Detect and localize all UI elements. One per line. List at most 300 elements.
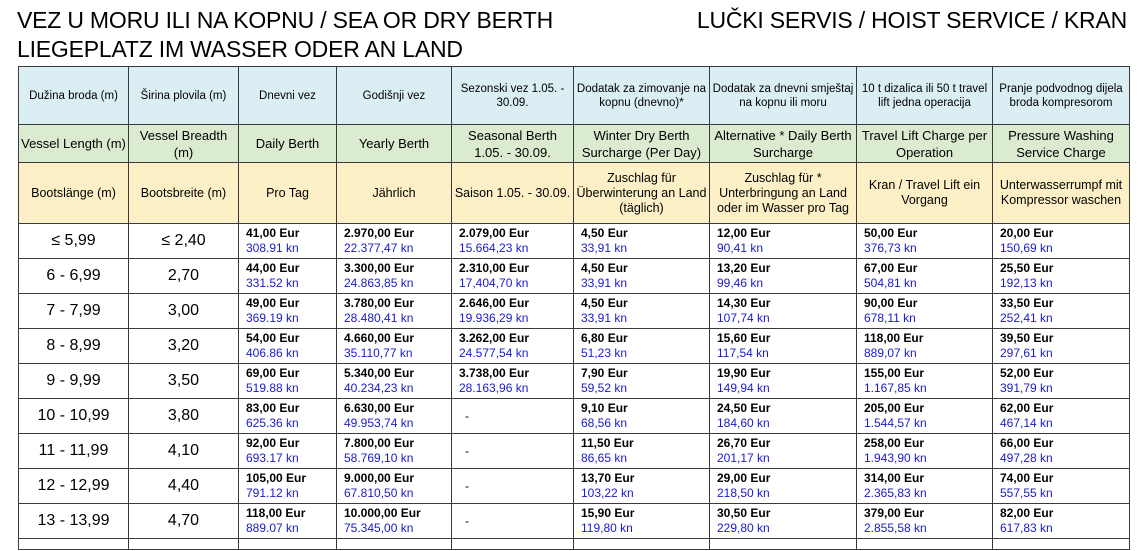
header-cell-de-alt: Zuschlag für * Unterbringung an Land oder im Wasser pro Tag xyxy=(710,163,857,224)
price-kn: 117,54 kn xyxy=(717,346,769,360)
price-eur: 3.780,00 Eur xyxy=(344,296,415,310)
price-kn: 557,55 kn xyxy=(1000,486,1053,500)
header-cell-en-daily: Daily Berth xyxy=(239,125,337,163)
partial-cell xyxy=(857,539,993,550)
wash-price-cell xyxy=(993,224,1130,259)
wash-price-cell xyxy=(993,294,1130,329)
breadth-cell: 4,70 xyxy=(129,504,239,539)
price-eur: 6.630,00 Eur xyxy=(344,401,415,415)
wash-price-cell xyxy=(993,399,1130,434)
header-cell-en-seasonal: Seasonal Berth 1.05. - 30.09. xyxy=(452,125,574,163)
lift-price-cell xyxy=(857,469,993,504)
header-cell-hr-breadth: Širina plovila (m) xyxy=(129,67,239,125)
winter-price-cell xyxy=(574,294,710,329)
price-kn: 22.377,47 kn xyxy=(344,241,414,255)
winter-price-cell xyxy=(574,434,710,469)
price-kn: 693.17 kn xyxy=(246,451,299,465)
price-eur: 15,90 Eur xyxy=(581,506,635,520)
alt-price-cell xyxy=(710,504,857,539)
yearly-price-cell xyxy=(337,434,452,469)
price-pair xyxy=(337,471,451,501)
size-cell: 6 - 6,99 xyxy=(19,259,129,294)
price-pair xyxy=(337,366,451,396)
price-eur: 10.000,00 Eur xyxy=(344,506,421,520)
price-kn: 1.544,57 kn xyxy=(864,416,927,430)
header-cell-de-breadth: Bootsbreite (m) xyxy=(129,163,239,224)
partial-cell xyxy=(574,539,710,550)
price-pair xyxy=(710,401,856,431)
partial-cell xyxy=(129,539,239,550)
seasonal-price-cell xyxy=(452,469,574,504)
price-kn: 75.345,00 kn xyxy=(344,521,414,535)
price-kn: 617,83 kn xyxy=(1000,521,1053,535)
price-kn: 103,22 kn xyxy=(581,486,634,500)
price-eur: 92,00 Eur xyxy=(246,436,300,450)
price-pair xyxy=(239,296,336,326)
lift-price-cell xyxy=(857,504,993,539)
price-eur: 4,50 Eur xyxy=(581,226,628,240)
table-row-partial xyxy=(19,539,1130,550)
daily-price-cell xyxy=(239,504,337,539)
price-eur: 379,00 Eur xyxy=(864,506,925,520)
price-pair xyxy=(574,366,709,396)
price-pair xyxy=(993,331,1129,361)
price-eur: 15,60 Eur xyxy=(717,331,771,345)
price-eur: 14,30 Eur xyxy=(717,296,771,310)
table-row xyxy=(19,224,1130,259)
price-pair xyxy=(857,366,992,396)
price-pair xyxy=(857,226,992,256)
price-eur: 62,00 Eur xyxy=(1000,401,1054,415)
lift-price-cell xyxy=(857,259,993,294)
price-pair xyxy=(574,331,709,361)
winter-price-cell xyxy=(574,364,710,399)
price-kn: 391,79 kn xyxy=(1000,381,1053,395)
partial-cell xyxy=(239,539,337,550)
price-kn: 519.88 kn xyxy=(246,381,299,395)
alt-price-cell xyxy=(710,224,857,259)
price-kn: 90,41 kn xyxy=(717,241,764,255)
price-kn: 17,404,70 kn xyxy=(459,276,529,290)
price-pair xyxy=(337,436,451,466)
daily-price-cell xyxy=(239,329,337,364)
price-kn: 2.855,58 kn xyxy=(864,521,927,535)
price-eur: 258,00 Eur xyxy=(864,436,925,450)
daily-price-cell xyxy=(239,469,337,504)
price-kn: 889,07 kn xyxy=(864,346,917,360)
lift-price-cell xyxy=(857,399,993,434)
price-eur: 13,20 Eur xyxy=(717,261,771,275)
price-eur: 83,00 Eur xyxy=(246,401,300,415)
price-pair xyxy=(452,296,573,326)
lift-price-cell xyxy=(857,329,993,364)
yearly-price-cell xyxy=(337,399,452,434)
price-kn: 625.36 kn xyxy=(246,416,299,430)
price-eur: 7.800,00 Eur xyxy=(344,436,415,450)
price-kn: 33,91 kn xyxy=(581,241,628,255)
yearly-price-cell xyxy=(337,469,452,504)
price-pair xyxy=(239,366,336,396)
table-row xyxy=(19,294,1130,329)
seasonal-price-cell xyxy=(452,399,574,434)
price-pair xyxy=(857,471,992,501)
price-eur: 3.300,00 Eur xyxy=(344,261,415,275)
header-cell-de-size: Bootslänge (m) xyxy=(19,163,129,224)
price-pair xyxy=(710,366,856,396)
winter-price-cell xyxy=(574,329,710,364)
price-pair xyxy=(710,261,856,291)
price-kn: 28.480,41 kn xyxy=(344,311,414,325)
price-eur: 29,00 Eur xyxy=(717,471,771,485)
alt-price-cell xyxy=(710,294,857,329)
price-pair xyxy=(993,261,1129,291)
price-pair xyxy=(993,506,1129,536)
price-pair xyxy=(452,409,573,424)
price-pair xyxy=(710,331,856,361)
price-pair xyxy=(857,506,992,536)
price-pair xyxy=(239,226,336,256)
price-kn: 369.19 kn xyxy=(246,311,299,325)
header-cell-de-yearly: Jährlich xyxy=(337,163,452,224)
price-pair xyxy=(574,401,709,431)
price-kn: 331.52 kn xyxy=(246,276,299,290)
price-eur: 90,00 Eur xyxy=(864,296,918,310)
price-eur: 118,00 Eur xyxy=(246,506,306,520)
lift-price-cell xyxy=(857,434,993,469)
header-cell-en-alt: Alternative * Daily Berth Surcharge xyxy=(710,125,857,163)
header-cell-hr-winter: Dodatak za zimovanje na kopnu (dnevno)* xyxy=(574,67,710,125)
yearly-price-cell xyxy=(337,329,452,364)
daily-price-cell xyxy=(239,224,337,259)
winter-price-cell xyxy=(574,469,710,504)
price-kn: 67.810,50 kn xyxy=(344,486,414,500)
wash-price-cell xyxy=(993,469,1130,504)
price-pair xyxy=(857,331,992,361)
price-eur: 7,90 Eur xyxy=(581,366,628,380)
table-row xyxy=(19,329,1130,364)
price-pair xyxy=(337,331,451,361)
yearly-price-cell xyxy=(337,364,452,399)
title-line-1: VEZ U MORU ILI NA KOPNU / SEA OR DRY BERTH xyxy=(17,7,554,33)
price-kn: 59,52 kn xyxy=(581,381,628,395)
price-kn: 107,74 kn xyxy=(717,311,770,325)
price-pair xyxy=(452,331,573,361)
size-cell: 8 - 8,99 xyxy=(19,329,129,364)
partial-cell xyxy=(452,539,574,550)
breadth-cell: 3,20 xyxy=(129,329,239,364)
price-table xyxy=(18,66,1130,550)
price-pair xyxy=(710,296,856,326)
price-eur: 9.000,00 Eur xyxy=(344,471,415,485)
price-kn: 28.163,96 kn xyxy=(459,381,529,395)
price-eur: 49,00 Eur xyxy=(246,296,300,310)
price-eur: 9,10 Eur xyxy=(581,401,628,415)
price-kn: 24.577,54 kn xyxy=(459,346,529,360)
alt-price-cell xyxy=(710,399,857,434)
price-pair xyxy=(857,401,992,431)
size-cell: 7 - 7,99 xyxy=(19,294,129,329)
header-cell-hr-seasonal: Sezonski vez 1.05. - 30.09. xyxy=(452,67,574,125)
size-cell: 9 - 9,99 xyxy=(19,364,129,399)
winter-price-cell xyxy=(574,504,710,539)
price-eur: 50,00 Eur xyxy=(864,226,918,240)
price-kn: 201,17 kn xyxy=(717,451,770,465)
breadth-cell: ≤ 2,40 xyxy=(129,224,239,259)
price-eur: 3.262,00 Eur xyxy=(459,331,530,345)
table-row xyxy=(19,434,1130,469)
size-cell: 11 - 11,99 xyxy=(19,434,129,469)
price-kn: 678,11 kn xyxy=(864,311,916,325)
price-eur: 2.310,00 Eur xyxy=(459,261,530,275)
price-eur: 74,00 Eur xyxy=(1000,471,1054,485)
lift-price-cell xyxy=(857,294,993,329)
price-kn: 24.863,85 kn xyxy=(344,276,414,290)
price-pair xyxy=(993,296,1129,326)
header-cell-hr-alt: Dodatak za dnevni smještaj na kopnu ili moru xyxy=(710,67,857,125)
wash-price-cell xyxy=(993,329,1130,364)
price-kn: 406.86 kn xyxy=(246,346,299,360)
price-kn: 218,50 kn xyxy=(717,486,770,500)
alt-price-cell xyxy=(710,329,857,364)
price-pair xyxy=(710,436,856,466)
price-eur: 19,90 Eur xyxy=(717,366,771,380)
price-kn: 297,61 kn xyxy=(1000,346,1053,360)
price-pair xyxy=(574,226,709,256)
price-pair xyxy=(239,436,336,466)
price-eur: 2.970,00 Eur xyxy=(344,226,415,240)
price-eur: 30,50 Eur xyxy=(717,506,771,520)
price-kn: 504,81 kn xyxy=(864,276,917,290)
winter-price-cell xyxy=(574,224,710,259)
price-kn: 19.936,29 kn xyxy=(459,311,529,325)
price-kn: 58.769,10 kn xyxy=(344,451,414,465)
header-cell-en-size: Vessel Length (m) xyxy=(19,125,129,163)
seasonal-price-cell xyxy=(452,259,574,294)
price-kn: 889.07 kn xyxy=(246,521,299,535)
seasonal-price-cell xyxy=(452,224,574,259)
partial-cell xyxy=(19,539,129,550)
price-kn: 33,91 kn xyxy=(581,276,628,290)
page-title-right: LUČKI SERVIS / HOIST SERVICE / KRAN xyxy=(696,7,1127,33)
price-pair xyxy=(574,471,709,501)
partial-cell xyxy=(993,539,1130,550)
price-kn: 1.943,90 kn xyxy=(864,451,927,465)
header-row-de xyxy=(19,163,1130,224)
price-eur: 24,50 Eur xyxy=(717,401,771,415)
price-kn: 149,94 kn xyxy=(717,381,770,395)
header-cell-en-lift: Travel Lift Charge per Operation xyxy=(857,125,993,163)
seasonal-price-cell xyxy=(452,504,574,539)
price-pair xyxy=(239,506,336,536)
price-pair xyxy=(857,296,992,326)
price-eur: 205,00 Eur xyxy=(864,401,925,415)
price-pair xyxy=(452,479,573,494)
price-eur: 4,50 Eur xyxy=(581,296,628,310)
price-pair xyxy=(993,471,1129,501)
price-pair xyxy=(710,506,856,536)
alt-price-cell xyxy=(710,364,857,399)
price-kn: 2.365,83 kn xyxy=(864,486,927,500)
header-cell-de-seasonal: Saison 1.05. - 30.09. xyxy=(452,163,574,224)
price-kn: 467,14 kn xyxy=(1000,416,1053,430)
price-pair xyxy=(452,261,573,291)
price-eur: 11,50 Eur xyxy=(581,436,634,450)
size-cell: 12 - 12,99 xyxy=(19,469,129,504)
price-pair xyxy=(857,436,992,466)
price-pair xyxy=(239,261,336,291)
yearly-price-cell xyxy=(337,294,452,329)
price-kn: 791.12 kn xyxy=(246,486,299,500)
size-cell: 10 - 10,99 xyxy=(19,399,129,434)
price-eur: 66,00 Eur xyxy=(1000,436,1054,450)
table-row xyxy=(19,259,1130,294)
price-kn: 15.664,23 kn xyxy=(459,241,529,255)
price-kn: 497,28 kn xyxy=(1000,451,1053,465)
wash-price-cell xyxy=(993,434,1130,469)
price-kn: 376,73 kn xyxy=(864,241,917,255)
price-pair xyxy=(574,261,709,291)
price-eur: 2.646,00 Eur xyxy=(459,296,530,310)
price-kn: 49.953,74 kn xyxy=(344,416,414,430)
price-pair xyxy=(993,226,1129,256)
breadth-cell: 3,50 xyxy=(129,364,239,399)
price-pair xyxy=(710,226,856,256)
seasonal-price-cell xyxy=(452,434,574,469)
price-pair xyxy=(239,471,336,501)
header-cell-de-daily: Pro Tag xyxy=(239,163,337,224)
daily-price-cell xyxy=(239,294,337,329)
breadth-cell: 3,80 xyxy=(129,399,239,434)
header-cell-hr-yearly: Godišnji vez xyxy=(337,67,452,125)
price-eur: 12,00 Eur xyxy=(717,226,771,240)
partial-cell xyxy=(337,539,452,550)
price-pair xyxy=(452,226,573,256)
price-kn: 252,41 kn xyxy=(1000,311,1053,325)
price-pair xyxy=(452,366,573,396)
price-eur: 314,00 Eur xyxy=(864,471,925,485)
price-kn: 33,91 kn xyxy=(581,311,628,325)
price-pair xyxy=(337,296,451,326)
price-eur: 67,00 Eur xyxy=(864,261,918,275)
price-kn: 184,60 kn xyxy=(717,416,770,430)
header-cell-de-lift: Kran / Travel Lift ein Vorgang xyxy=(857,163,993,224)
seasonal-price-cell xyxy=(452,294,574,329)
price-pair xyxy=(993,436,1129,466)
price-eur: 41,00 Eur xyxy=(246,226,300,240)
price-kn: 86,65 kn xyxy=(581,451,628,465)
price-pair xyxy=(857,261,992,291)
breadth-cell: 4,40 xyxy=(129,469,239,504)
price-eur: 105,00 Eur xyxy=(246,471,307,485)
price-pair xyxy=(574,436,709,466)
price-pair xyxy=(337,506,451,536)
daily-price-cell xyxy=(239,259,337,294)
price-eur: 26,70 Eur xyxy=(717,436,771,450)
price-kn: 308.91 kn xyxy=(246,241,299,255)
breadth-cell: 4,10 xyxy=(129,434,239,469)
price-kn: 119,80 kn xyxy=(581,521,633,535)
table-row xyxy=(19,399,1130,434)
price-eur: 44,00 Eur xyxy=(246,261,300,275)
header-cell-hr-size: Dužina broda (m) xyxy=(19,67,129,125)
price-eur: 13,70 Eur xyxy=(581,471,635,485)
header-cell-de-wash: Unterwasserrumpf mit Kompressor waschen xyxy=(993,163,1130,224)
price-eur: 20,00 Eur xyxy=(1000,226,1054,240)
price-pair xyxy=(574,506,709,536)
seasonal-price-cell xyxy=(452,364,574,399)
price-kn: 35.110,77 kn xyxy=(344,346,413,360)
header-cell-de-winter: Zuschlag für Überwinterung an Land (täglich) xyxy=(574,163,710,224)
price-pair xyxy=(993,366,1129,396)
price-pair xyxy=(574,296,709,326)
lift-price-cell xyxy=(857,224,993,259)
header-cell-en-breadth: Vessel Breadth (m) xyxy=(129,125,239,163)
alt-price-cell xyxy=(710,259,857,294)
table-row xyxy=(19,504,1130,539)
yearly-price-cell xyxy=(337,504,452,539)
size-cell: ≤ 5,99 xyxy=(19,224,129,259)
price-eur: 2.079,00 Eur xyxy=(459,226,530,240)
header-cell-en-wash: Pressure Washing Service Charge xyxy=(993,125,1130,163)
price-eur: 69,00 Eur xyxy=(246,366,300,380)
price-kn: 229,80 kn xyxy=(717,521,770,535)
empty-dash: - xyxy=(465,513,469,528)
empty-dash: - xyxy=(465,478,469,493)
price-eur: 155,00 Eur xyxy=(864,366,925,380)
price-pair xyxy=(452,514,573,529)
price-pair xyxy=(993,401,1129,431)
breadth-cell: 3,00 xyxy=(129,294,239,329)
price-kn: 192,13 kn xyxy=(1000,276,1053,290)
winter-price-cell xyxy=(574,399,710,434)
header-row-en xyxy=(19,125,1130,163)
price-pair xyxy=(710,471,856,501)
empty-dash: - xyxy=(465,408,469,423)
price-pair xyxy=(239,331,336,361)
winter-price-cell xyxy=(574,259,710,294)
price-kn: 40.234,23 kn xyxy=(344,381,414,395)
wash-price-cell xyxy=(993,364,1130,399)
price-kn: 1.167,85 kn xyxy=(864,381,927,395)
alt-price-cell xyxy=(710,469,857,504)
price-eur: 39,50 Eur xyxy=(1000,331,1054,345)
empty-dash: - xyxy=(465,443,469,458)
price-eur: 33,50 Eur xyxy=(1000,296,1054,310)
title-line-2: LIEGEPLATZ IM WASSER ODER AN LAND xyxy=(17,36,463,62)
header-cell-hr-wash: Pranje podvodnog dijela broda kompresorom xyxy=(993,67,1130,125)
daily-price-cell xyxy=(239,434,337,469)
price-eur: 4.660,00 Eur xyxy=(344,331,415,345)
price-eur: 6,80 Eur xyxy=(581,331,628,345)
price-kn: 68,56 kn xyxy=(581,416,628,430)
partial-cell xyxy=(710,539,857,550)
price-kn: 99,46 kn xyxy=(717,276,764,290)
price-eur: 3.738,00 Eur xyxy=(459,366,530,380)
price-kn: 150,69 kn xyxy=(1000,241,1053,255)
wash-price-cell xyxy=(993,259,1130,294)
header-cell-en-yearly: Yearly Berth xyxy=(337,125,452,163)
yearly-price-cell xyxy=(337,224,452,259)
size-cell: 13 - 13,99 xyxy=(19,504,129,539)
daily-price-cell xyxy=(239,399,337,434)
table-row xyxy=(19,364,1130,399)
page-title-left xyxy=(17,6,553,64)
yearly-price-cell xyxy=(337,259,452,294)
daily-price-cell xyxy=(239,364,337,399)
seasonal-price-cell xyxy=(452,329,574,364)
table-row xyxy=(19,469,1130,504)
price-pair xyxy=(337,261,451,291)
